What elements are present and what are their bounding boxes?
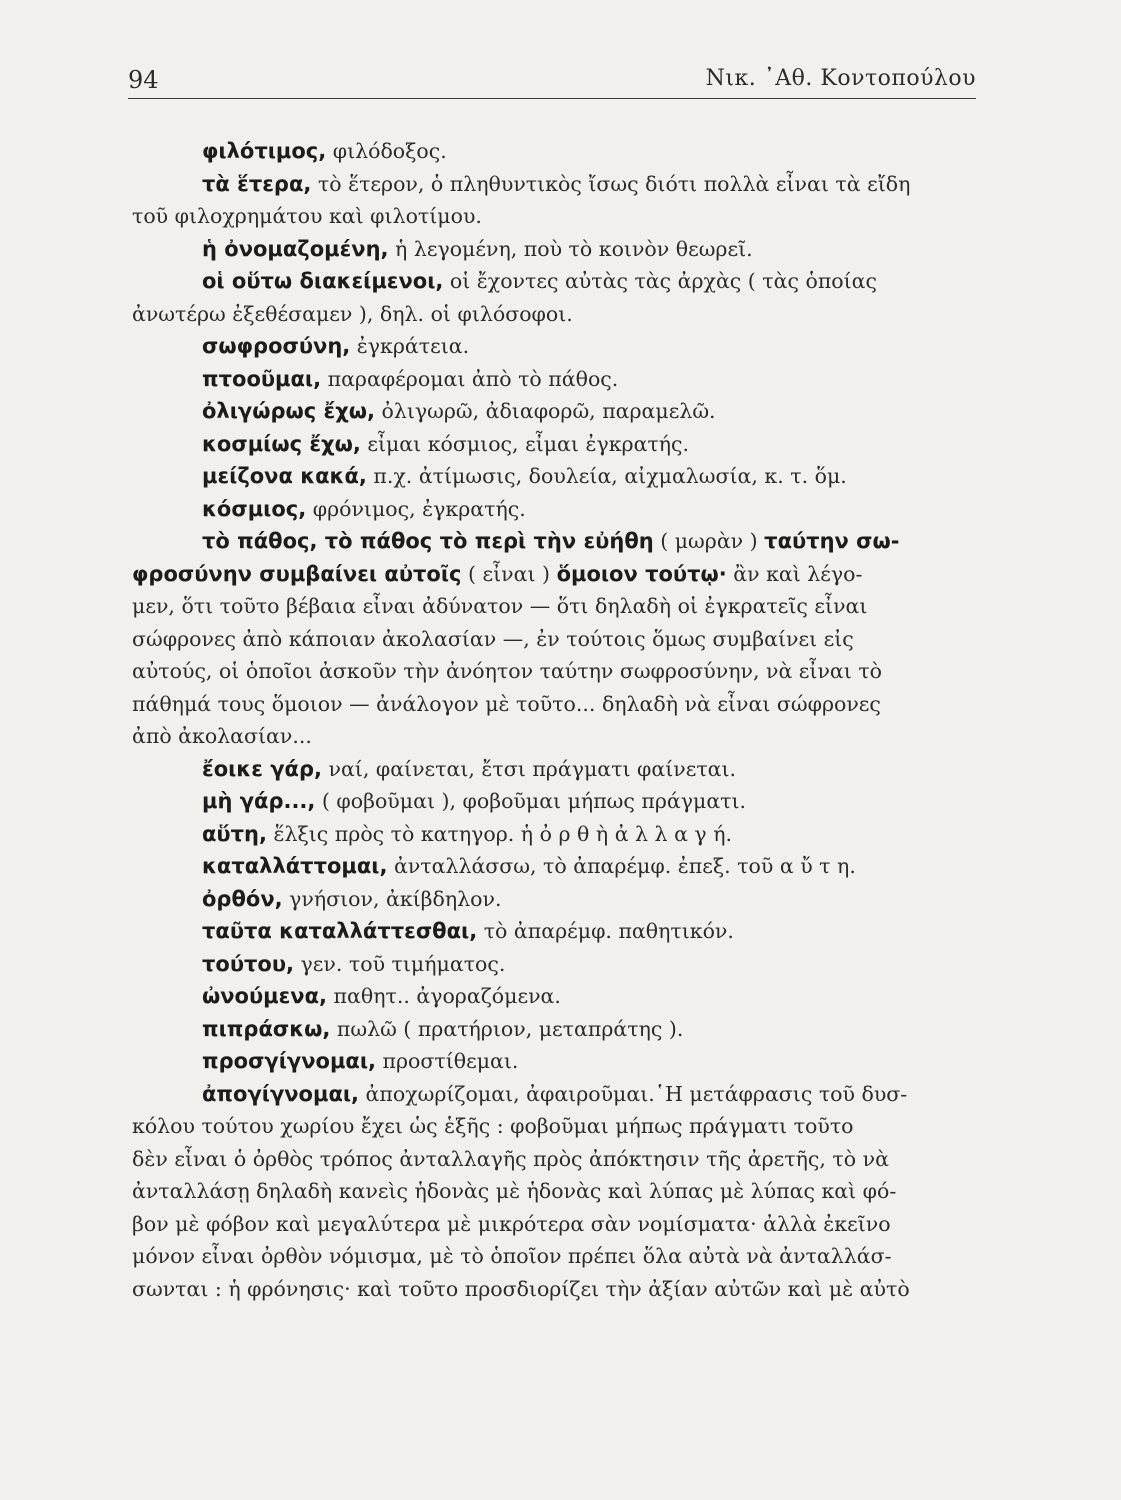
text-line (132, 558, 982, 591)
lemma: κόσμιος, (202, 496, 307, 521)
gloss: ὀλιγωρῶ, ἀδιαφορῶ, παραμελῶ. (374, 399, 716, 423)
text-line (132, 753, 982, 786)
text-line (132, 688, 982, 721)
gloss: πάθημά τους ὅμοιον — ἀνάλογον μὲ τοῦτο... δηλαδὴ νὰ εἶναι σώφρονες (132, 691, 881, 716)
gloss: δὲν εἶναι ὁ ὀρθὸς τρόπος ἀνταλλαγῆς πρὸς ἀπόκτησιν τῆς ἀρετῆς, τὸ νὰ (132, 1146, 889, 1171)
text-line (132, 948, 982, 981)
lemma: φροσύνην συμβαίνει αὐτοῖς (132, 561, 462, 586)
text-line (132, 1078, 982, 1111)
lemma: οἱ οὕτω διακείμενοι, (202, 269, 444, 293)
gloss: εἶμαι κόσμιος, εἶμαι ἐγκρατής. (360, 431, 690, 456)
lemma: ταῦτα καταλλάττεσθαι, (202, 919, 478, 943)
text-line (132, 915, 982, 948)
text-line (132, 1273, 982, 1306)
lemma: ἡ ὀνομαζομένη, (202, 236, 389, 261)
gloss: φρόνιμος, ἐγκρατής. (306, 496, 526, 521)
lemma: ταύτην σω- (764, 529, 900, 553)
text-line (132, 1175, 982, 1208)
text-line (132, 623, 982, 656)
gloss: μεν, ὅτι τοῦτο βέβαια εἶναι ἀδύνατον — ὅτι δηλαδὴ οἱ ἐγκρατεῖς εἶναι (132, 594, 868, 618)
text-line (132, 1208, 982, 1241)
gloss: σώφρονες ἀπὸ κάποιαν ἀκολασίαν —, ἐν τούτοις ὅμως συμβαίνει εἰς (132, 626, 854, 651)
gloss: ἀπὸ ἀκολασίαν... (132, 724, 312, 748)
gloss: ναί, φαίνεται, ἔτσι πράγματι φαίνεται. (321, 756, 737, 781)
text-line (132, 720, 982, 753)
text-line (132, 818, 982, 851)
gloss: παθητ.. ἀγοραζόμενα. (327, 984, 561, 1008)
gloss: βον μὲ φόβον καὶ μεγαλύτερα μὲ μικρότερα σὰν νομίσματα· ἀλλὰ ἐκεῖνο (132, 1211, 891, 1236)
lemma: σωφροσύνη, (202, 334, 351, 358)
text-line (132, 298, 982, 331)
lemma: ἔοικε γάρ, (202, 756, 322, 781)
lemma: προσγίγνομαι, (202, 1049, 376, 1073)
text-line (132, 493, 982, 526)
lemma: μὴ γάρ..., (202, 789, 316, 813)
text-line (132, 1143, 982, 1176)
lemma: κοσμίως ἔχω, (202, 431, 361, 456)
header-rule (128, 98, 976, 99)
text-line (132, 135, 982, 168)
text-line (132, 1110, 982, 1143)
text-line (132, 460, 982, 493)
text-line (132, 1240, 982, 1273)
lemma: αὕτη, (202, 821, 267, 846)
gloss: ἀνωτέρω ἐξεθέσαμεν ), δηλ. οἱ φιλόσοφοι. (132, 301, 573, 326)
page-header (128, 62, 976, 102)
gloss: γνήσιον, ἀκίβδηλον. (282, 886, 502, 911)
lemma: φιλότιμος, (202, 139, 327, 163)
text-line (132, 980, 982, 1013)
gloss: κόλου τούτου χωρίου ἔχει ὡς ἑξῆς : φοβοῦμαι μήπως πράγματι τοῦτο (132, 1114, 854, 1138)
gloss: π.χ. ἀτίμωσις, δουλεία, αἰχμαλωσία, κ. τ. ὅμ. (366, 464, 847, 488)
gloss: τὸ ἀπαρέμφ. παθητικόν. (477, 919, 734, 943)
text-line (132, 428, 982, 461)
lemma: ὠνούμενα, (202, 984, 328, 1008)
gloss: μόνον εἶναι ὀρθὸν νόμισμα, μὲ τὸ ὁποῖον πρέπει ὅλα αὐτὰ νὰ ἀνταλλάσ- (132, 1244, 892, 1268)
gloss: αὐτούς, οἱ ὁποῖοι ἀσκοῦν τὴν ἀνόητον ταύτην σωφροσύνην, νὰ εἶναι τὸ (132, 659, 883, 683)
lemma: μείζονα κακά, (202, 464, 367, 488)
text-line (132, 168, 982, 201)
text-line (132, 233, 982, 266)
lemma: ὀλιγώρως ἔχω, (202, 399, 375, 423)
text-line (132, 785, 982, 818)
gloss: προστίθεμαι. (376, 1049, 519, 1073)
commentary-text (132, 135, 982, 1305)
gloss: φιλόδοξος. (326, 139, 447, 163)
text-line (132, 265, 982, 298)
gloss: σωνται : ἡ φρόνησις· καὶ τοῦτο προσδιορίζει τὴν ἀξίαν αὐτῶν καὶ μὲ αὐτὸ (132, 1276, 910, 1301)
gloss: πωλῶ ( πρατήριον, μεταπράτης ). (330, 1016, 684, 1041)
gloss: ἐγκράτεια. (350, 334, 470, 358)
gloss: οἱ ἔχοντες αὐτὰς τὰς ἀρχὰς ( τὰς ὁποίας (443, 269, 878, 293)
lemma: πτοοῦμαι, (202, 366, 322, 391)
lemma: τούτου, (202, 951, 294, 976)
text-line (132, 655, 982, 688)
gloss: ἡ λεγομένη, ποὺ τὸ κοινὸν θεωρεῖ. (388, 236, 753, 261)
text-line (132, 363, 982, 396)
gloss: παραφέρομαι ἀπὸ τὸ πάθος. (321, 366, 619, 391)
text-line (132, 1013, 982, 1046)
gloss: τοῦ φιλοχρημάτου καὶ φιλοτίμου. (132, 204, 482, 228)
text-line (132, 850, 982, 883)
running-head: Νικ. ᾿Αθ. Κοντοπούλου (705, 66, 976, 91)
lemma: τὰ ἕτερα, (202, 171, 312, 196)
text-line (132, 200, 982, 233)
gloss: ( εἶναι ) (461, 561, 557, 586)
gloss: τὸ ἕτερον, ὁ πληθυντικὸς ἴσως διότι πολλὰ εἶναι τὰ εἴδη (311, 171, 911, 196)
gloss: ( μωρὰν ) (653, 529, 765, 553)
gloss: γεν. τοῦ τιμήματος. (294, 951, 506, 976)
gloss: ἂν καὶ λέγο- (726, 561, 863, 586)
gloss: ἕλξις πρὸς τὸ κατηγορ. ἡ ὀ ρ θ ὴ ἀ λ λ α γ ή. (266, 821, 732, 846)
lemma: τὸ πάθος, τὸ πάθος τὸ περὶ τὴν εὐήθη (202, 529, 654, 553)
lemma: καταλλάττομαι, (202, 854, 388, 878)
lemma: ὅμοιον τούτῳ· (556, 561, 727, 586)
text-line (132, 525, 982, 558)
text-line (132, 395, 982, 428)
text-line (132, 883, 982, 916)
text-line (132, 1045, 982, 1078)
lemma: ὀρθόν, (202, 886, 283, 911)
text-line (132, 330, 982, 363)
lemma: πιπράσκω, (202, 1016, 331, 1041)
text-line (132, 590, 982, 623)
lemma: ἀπογίγνομαι, (202, 1081, 360, 1106)
gloss: ἀνταλλάσσω, τὸ ἀπαρέμφ. ἐπεξ. τοῦ α ὔ τ η. (387, 854, 856, 878)
gloss: ( φοβοῦμαι ), φοβοῦμαι μήπως πράγματι. (315, 789, 747, 813)
gloss: ἀνταλλάσῃ δηλαδὴ κανεὶς ἡδονὰς μὲ ἡδονὰς καὶ λύπας μὲ λύπας καὶ φό- (132, 1179, 897, 1203)
gloss: ἀποχωρίζομαι, ἀφαιροῦμαι.῾Η μετάφρασις τοῦ δυσ- (359, 1081, 908, 1106)
page-number: 94 (128, 66, 159, 94)
